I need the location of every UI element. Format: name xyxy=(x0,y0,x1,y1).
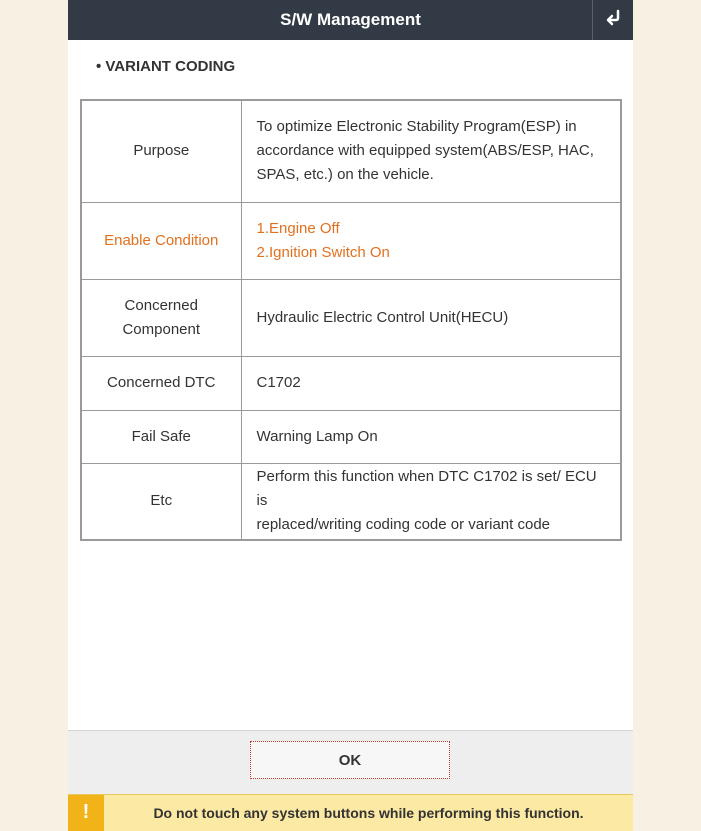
row-label: Concerned DTC xyxy=(81,356,241,410)
row-label: Fail Safe xyxy=(81,410,241,463)
row-label: Enable Condition xyxy=(81,202,241,279)
row-label: Etc xyxy=(81,463,241,540)
table-row xyxy=(81,463,621,540)
row-value xyxy=(241,202,621,279)
warning-bar xyxy=(68,794,633,831)
row-value xyxy=(241,100,621,202)
row-value xyxy=(241,279,621,356)
value-line: 1.Engine Off xyxy=(256,219,340,237)
table-row xyxy=(81,356,621,410)
table-row xyxy=(81,279,621,356)
value-line: To optimize Electronic Stability Program(ESP) in xyxy=(256,118,577,136)
ok-button[interactable]: OK xyxy=(250,741,450,779)
table-row xyxy=(81,100,621,202)
value-line: SPAS, etc.) on the vehicle. xyxy=(256,166,434,184)
title-bar xyxy=(68,0,633,40)
value-line: replaced/writing coding code or variant code xyxy=(256,516,551,534)
row-value xyxy=(241,356,621,410)
row-value xyxy=(241,463,621,540)
return-arrow-icon xyxy=(603,8,623,33)
value-line: accordance with equipped system(ABS/ESP, HAC, xyxy=(256,142,594,160)
value-line: 2.Ignition Switch On xyxy=(256,243,390,261)
label-line: Concerned xyxy=(124,296,198,314)
section-heading: • VARIANT CODING xyxy=(96,58,236,75)
row-label: Purpose xyxy=(81,100,241,202)
back-button[interactable] xyxy=(592,0,633,40)
variant-coding-table xyxy=(80,99,622,541)
exclamation-icon: ! xyxy=(68,795,104,831)
warning-text: Do not touch any system buttons while performing this function. xyxy=(153,805,584,821)
value-line: C1702 xyxy=(256,374,301,391)
label-line: Component xyxy=(122,320,201,338)
sw-management-window xyxy=(68,0,633,830)
button-bar xyxy=(68,730,633,794)
table-row xyxy=(81,410,621,463)
value-line: Hydraulic Electric Control Unit(HECU) xyxy=(256,308,509,326)
row-label xyxy=(81,279,241,356)
table-row xyxy=(81,202,621,279)
row-value xyxy=(241,410,621,463)
value-line: Warning Lamp On xyxy=(256,427,378,445)
value-line: Perform this function when DTC C1702 is set/ ECU is xyxy=(256,468,597,510)
window-title: S/W Management xyxy=(280,10,421,29)
